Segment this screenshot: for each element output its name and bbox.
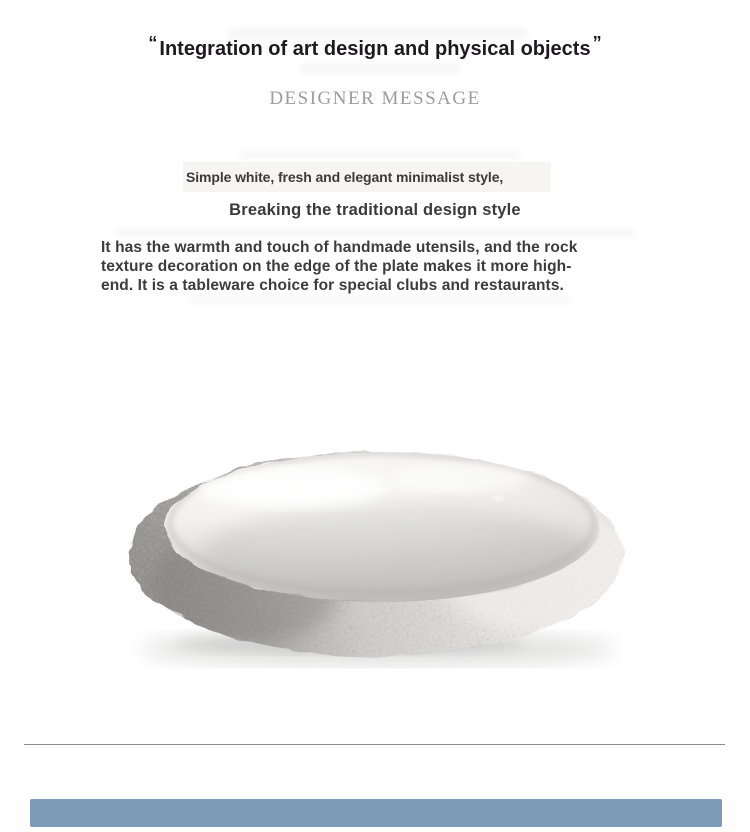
- ghost-artifact: [240, 151, 520, 159]
- designer-message-subtitle: DESIGNER MESSAGE: [269, 88, 481, 109]
- bottom-divider: [24, 744, 725, 745]
- ghost-artifact: [190, 296, 570, 303]
- ghost-artifact: [115, 229, 635, 237]
- product-photo-rock-plate: [110, 430, 640, 680]
- paragraph-line: texture decoration on the edge of the plate makes it more high-: [101, 258, 572, 275]
- paragraph-line: end. It is a tableware choice for special clubs and restaurants.: [101, 277, 564, 294]
- open-quote-mark: “: [148, 33, 158, 53]
- tagline-text: Simple white, fresh and elegant minimalist style,: [186, 169, 504, 185]
- page-title: [0, 33, 750, 61]
- ghost-artifact: [300, 64, 460, 74]
- bottom-accent-bar: [30, 799, 722, 827]
- tagline-highlight-band: [183, 162, 551, 192]
- description-paragraph: [101, 238, 661, 295]
- paragraph-line: It has the warmth and touch of handmade utensils, and the rock: [101, 239, 578, 256]
- subheading: Breaking the traditional design style: [229, 201, 521, 219]
- rock-plate-illustration: [110, 430, 640, 680]
- gloss-highlight-right: [390, 464, 530, 492]
- gloss-sparkle: [493, 496, 503, 501]
- page-title-text: Integration of art design and physical objects: [159, 38, 591, 60]
- close-quote-mark: ”: [592, 33, 602, 53]
